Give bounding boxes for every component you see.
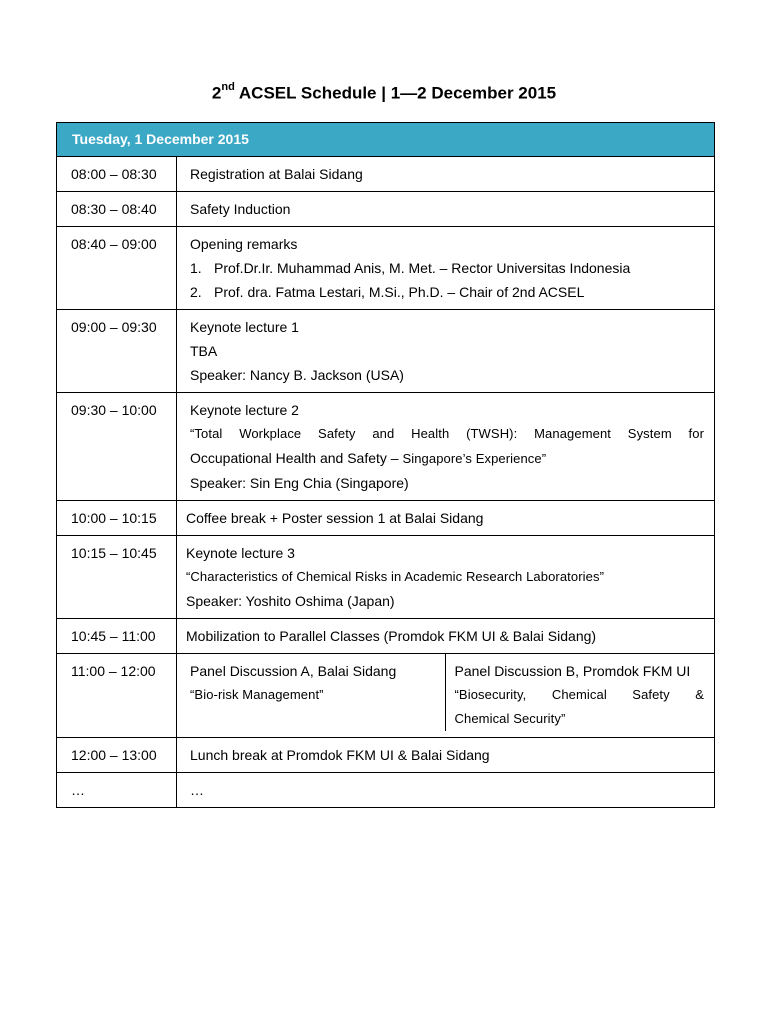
schedule-row — [57, 738, 715, 773]
list-item-text: Prof. dra. Fatma Lestari, M.Si., Ph.D. – Chair of 2nd ACSEL — [214, 284, 585, 300]
time-cell: 08:00 – 08:30 — [57, 157, 177, 192]
time-cell: … — [57, 773, 177, 808]
panel-b-topic-line2: Chemical Security” — [454, 711, 566, 726]
list-item — [190, 256, 704, 280]
time-cell: 11:00 – 12:00 — [57, 654, 177, 738]
title-text: ACSEL Schedule | 1—2 December 2015 — [234, 83, 557, 103]
schedule-row — [57, 536, 715, 619]
time-cell: 10:45 – 11:00 — [57, 619, 177, 654]
schedule-row — [57, 393, 715, 501]
panel-b-title: Panel Discussion B, Promdok FKM UI — [454, 663, 691, 679]
schedule-row — [57, 654, 715, 738]
session-speaker: Speaker: Nancy B. Jackson (USA) — [190, 367, 404, 383]
panel-b-topic-line1: “Biosecurity, Chemical Safety & — [454, 687, 704, 702]
schedule-row — [57, 501, 715, 536]
day-header-row — [57, 123, 715, 157]
session-cell — [177, 393, 715, 501]
schedule-row — [57, 192, 715, 227]
session-cell: Lunch break at Promdok FKM UI & Balai Sidang — [177, 738, 715, 773]
time-cell: 09:30 – 10:00 — [57, 393, 177, 501]
session-cell: Registration at Balai Sidang — [177, 157, 715, 192]
panel-split — [177, 654, 714, 737]
title-superscript: nd — [221, 81, 235, 93]
page-title — [0, 83, 768, 104]
session-heading: Keynote lecture 3 — [186, 545, 295, 561]
list-number: 1. — [190, 260, 202, 276]
session-cell: Safety Induction — [177, 192, 715, 227]
session-topic: TBA — [190, 343, 218, 359]
day-header: Tuesday, 1 December 2015 — [57, 123, 715, 157]
speaker-list — [190, 256, 704, 304]
list-item-text: Prof.Dr.Ir. Muhammad Anis, M. Met. – Rector Universitas Indonesia — [214, 260, 631, 276]
panel-a — [177, 654, 446, 731]
session-cell: Mobilization to Parallel Classes (Promdok FKM UI & Balai Sidang) — [177, 619, 715, 654]
time-cell: 08:30 – 08:40 — [57, 192, 177, 227]
panel-a-title: Panel Discussion A, Balai Sidang — [190, 663, 397, 679]
session-topic-part: Singapore’s Experience” — [402, 451, 547, 466]
panel-b — [446, 654, 715, 737]
panel-cell — [177, 654, 715, 738]
schedule-row — [57, 157, 715, 192]
session-cell — [177, 536, 715, 619]
list-number: 2. — [190, 284, 202, 300]
time-cell: 12:00 – 13:00 — [57, 738, 177, 773]
session-cell — [177, 310, 715, 393]
session-heading: Keynote lecture 2 — [190, 402, 299, 418]
session-speaker: Speaker: Sin Eng Chia (Singapore) — [190, 475, 409, 491]
session-speaker: Speaker: Yoshito Oshima (Japan) — [186, 593, 395, 609]
list-item — [190, 280, 704, 304]
schedule-row — [57, 619, 715, 654]
session-heading: Keynote lecture 1 — [190, 319, 299, 335]
schedule-row — [57, 773, 715, 808]
time-cell: 09:00 – 09:30 — [57, 310, 177, 393]
session-topic-line1: “Total Workplace Safety and Health (TWSH): Management System for — [190, 426, 705, 441]
time-cell: 10:00 – 10:15 — [57, 501, 177, 536]
schedule-table — [56, 122, 715, 808]
session-heading: Opening remarks — [190, 236, 298, 252]
title-prefix: 2 — [211, 83, 222, 103]
session-topic: “Characteristics of Chemical Risks in Academic Research Laboratories” — [186, 569, 604, 584]
session-cell — [177, 227, 715, 310]
time-cell: 10:15 – 10:45 — [57, 536, 177, 619]
schedule-row — [57, 227, 715, 310]
session-topic-line2 — [190, 446, 704, 471]
panel-a-topic: “Bio-risk Management” — [190, 687, 324, 702]
time-cell: 08:40 – 09:00 — [57, 227, 177, 310]
session-cell: Coffee break + Poster session 1 at Balai Sidang — [177, 501, 715, 536]
session-topic-part: Occupational Health and Safety – — [190, 450, 403, 466]
schedule-row — [57, 310, 715, 393]
session-cell: … — [177, 773, 715, 808]
